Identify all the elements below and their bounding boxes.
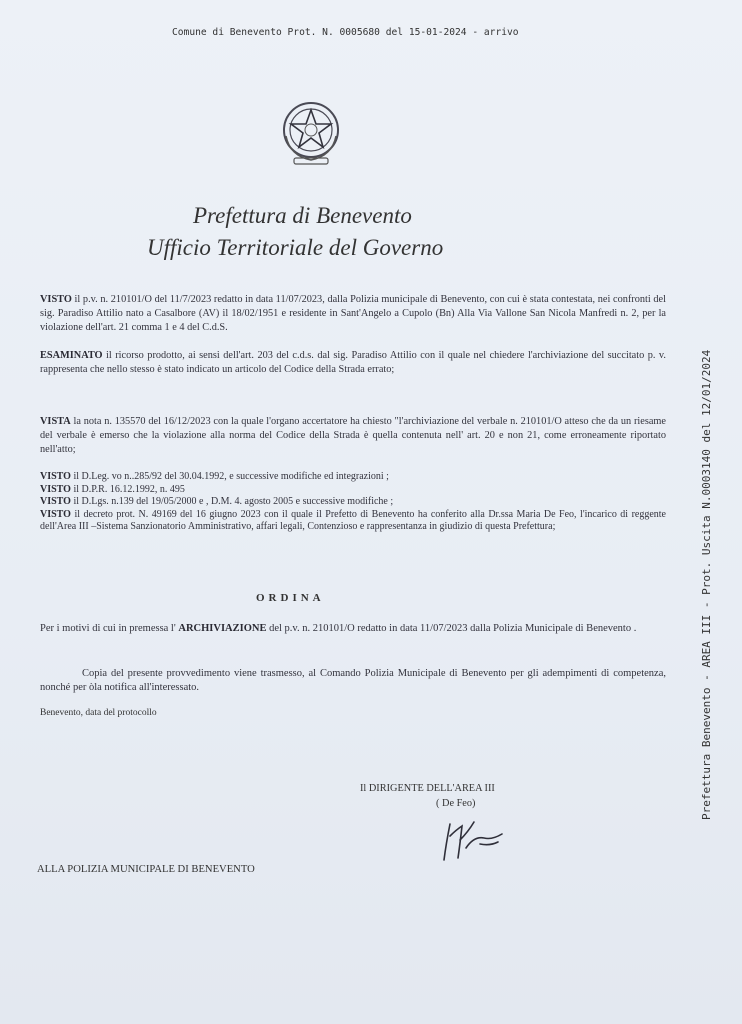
signer-title: Il DIRIGENTE DELL'AREA III (360, 783, 495, 794)
ordina-heading: ORDINA (256, 592, 325, 604)
italian-republic-emblem-icon (280, 96, 342, 168)
handwritten-signature-icon (440, 814, 510, 866)
signer-name: ( De Feo) (436, 798, 476, 809)
office-title-line2: Ufficio Territoriale del Governo (147, 235, 444, 260)
visto-item: VISTO il D.Leg. vo n..285/92 del 30.04.1992, e successive modifiche ed integrazioni ; (40, 471, 389, 482)
paragraph-esaminato: ESAMINATO il ricorso prodotto, ai sensi dell'art. 203 del c.d.s. dal sig. Paradiso Attilio con il quale nel chiedere l'archiviazione del succitato p. v. rappresenta che nello stesso è stato indicato un articolo del Codice della Strada errato; (40, 350, 666, 375)
office-title-line1: Prefettura di Benevento (193, 203, 412, 228)
paragraph-copia: Copia del presente provvedimento viene trasmesso, al Comando Polizia Municipale di Benevento per gli adempimenti di competenza, nonché per òla notifica all'interessato. (40, 668, 666, 693)
date-line: Benevento, data del protocollo (40, 708, 157, 718)
side-protocol-stamp: Prefettura Benevento - AREA III - Prot. Uscita N.0003140 del 12/01/2024 (700, 349, 713, 820)
recipient-line: ALLA POLIZIA MUNICIPALE DI BENEVENTO (37, 864, 255, 875)
visto-list (40, 471, 666, 534)
paragraph-vista-nota: VISTA la nota n. 135570 del 16/12/2023 con la quale l'organo accertatore ha chiesto "l'archiviazione del verbale n. 210101/O atteso che da un riesame del verbale è emerso che la violazione alla norma del Codice della Strada è quella contenuta nell' art. 20 e non 21, come erroneamente riportato nell'atto; (40, 416, 666, 455)
header-protocol-stamp: Comune di Benevento Prot. N. 0005680 del 15-01-2024 - arrivo (172, 27, 519, 38)
paragraph-visto-verbale: VISTO il p.v. n. 210101/O del 11/7/2023 redatto in data 11/07/2023, dalla Polizia municipale di Benevento, con cui è stata contestata, nei confronti del sig. Paradiso Attilio nato a Casalbore (AV) il 18/02/1951 e residente in Sant'Angelo a Cupolo (Bn) Alla Via Vallone San Nicola Manfredi n. 2, per la violazione dell'art. 21 comma 1 e 4 del C.d.S. (40, 294, 666, 333)
visto-item: VISTO il D.P.R. 16.12.1992, n. 495 (40, 483, 185, 495)
paragraph-archiviazione: Per i motivi di cui in premessa l' ARCHIVIAZIONE del p.v. n. 210101/O redatto in data 11/07/2023 dalla Polizia Municipale di Benevento . (40, 623, 637, 634)
visto-item: VISTO il D.Lgs. n.139 del 19/05/2000 e , D.M. 4. agosto 2005 e successive modifiche ; (40, 496, 394, 508)
visto-item: VISTO il decreto prot. N. 49169 del 16 giugno 2023 con il quale il Prefetto di Benevento ha conferito alla Dr.ssa Maria De Feo, l'incarico di reggente dell'Area III –Sistema Sanzionatorio Amministrativo, affari legali, Contenzioso e rappresentanza in giudizio di questa Prefettura; (40, 508, 666, 533)
